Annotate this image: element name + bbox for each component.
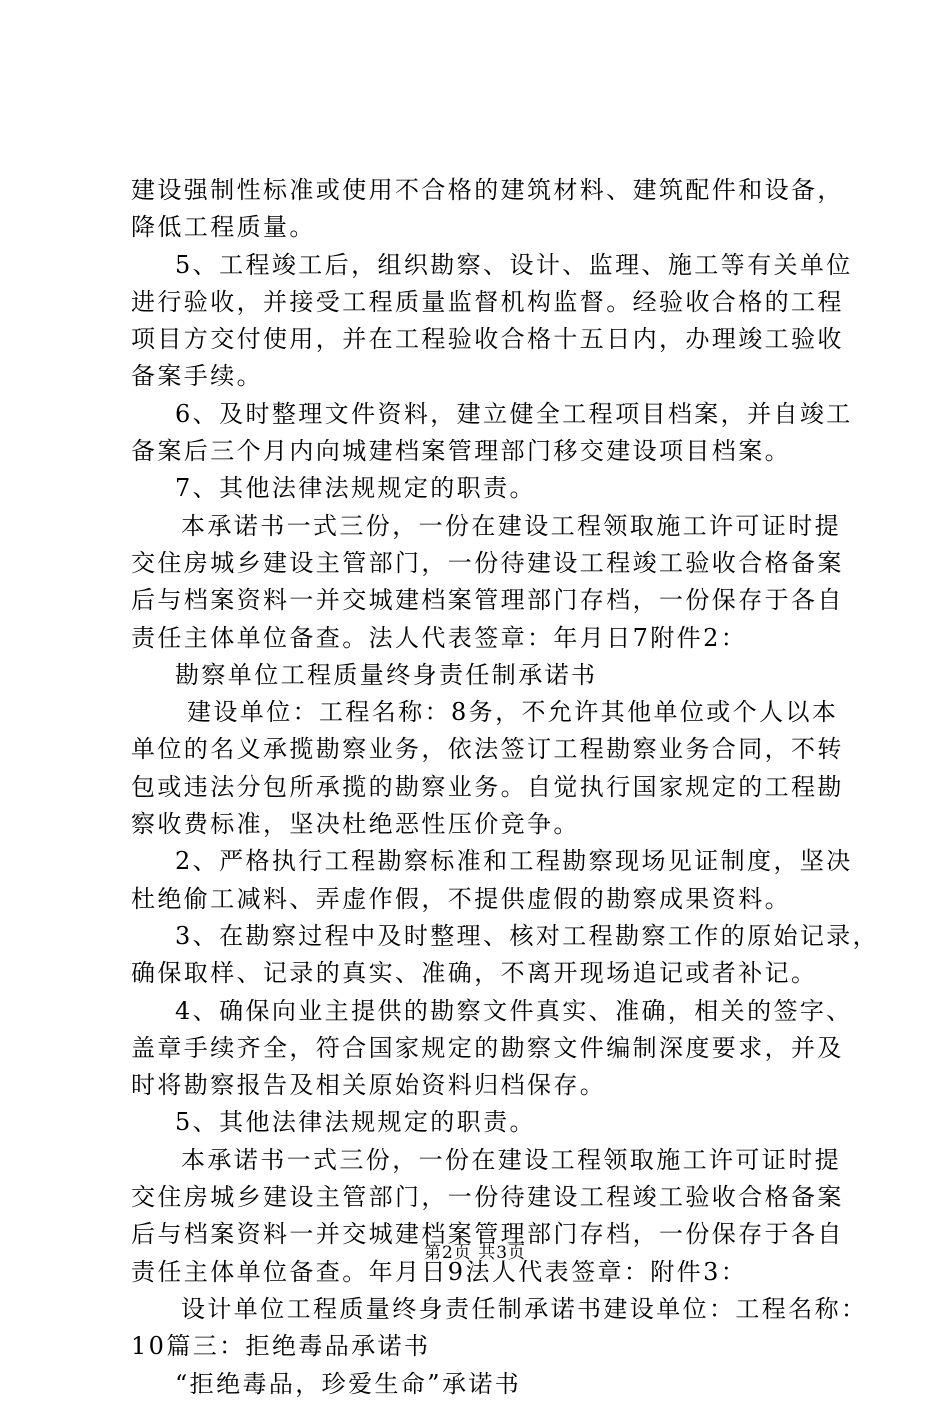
text-line: 项目方交付使用，并在工程验收合格十五日内，办理竣工验收	[131, 325, 844, 354]
text-line: 时将勘察报告及相关原始资料归档保存。	[131, 1071, 607, 1100]
text-line: 后与档案资料一并交城建档案管理部门存档，一份保存于各自	[131, 586, 844, 615]
text-line: 备案手续。	[131, 362, 263, 391]
text-line: 交住房城乡建设主管部门，一份待建设工程竣工验收合格备案	[131, 1183, 844, 1212]
text-line: 确保取样、记录的真实、准确，不离开现场追记或者补记。	[131, 959, 818, 988]
document-body	[131, 172, 880, 1403]
text-line: 责任主体单位备查。法人代表签章：年月日7附件2：	[131, 623, 748, 652]
text-line: 5、其他法律法规规定的职责。	[175, 1108, 536, 1137]
text-line: 4、确保向业主提供的勘察文件真实、准确，相关的签字、	[175, 996, 853, 1025]
text-line: 本承诺书一式三份，一份在建设工程领取施工许可证时提	[181, 1145, 841, 1174]
text-line: 责任主体单位备查。年月日9法人代表签章：附件3：	[131, 1257, 748, 1286]
text-line: 3、在勘察过程中及时整理、核对工程勘察工作的原始记录，	[175, 921, 880, 950]
text-line: 5、工程竣工后，组织勘察、设计、监理、施工等有关单位	[175, 250, 853, 279]
text-line: 进行验收，并接受工程质量监督机构监督。经验收合格的工程	[131, 287, 844, 316]
text-line: 单位的名义承揽勘察业务，依法签订工程勘察业务合同，不转	[131, 735, 844, 764]
text-line: 降低工程质量。	[131, 213, 316, 242]
text-line: 建设强制性标准或使用不合格的建筑材料、建筑配件和设备，	[131, 176, 844, 204]
text-line: 设计单位工程质量终身责任制承诺书建设单位：工程名称：	[181, 1294, 868, 1323]
text-line: 交住房城乡建设主管部门，一份待建设工程竣工验收合格备案	[131, 548, 844, 577]
text-line: 备案后三个月内向城建档案管理部门移交建设项目档案。	[131, 437, 791, 466]
page-footer	[0, 1242, 950, 1264]
text-line: 2、严格执行工程勘察标准和工程勘察现场见证制度，坚决	[175, 847, 853, 876]
text-line: 盖章手续齐全，符合国家规定的勘察文件编制深度要求，并及	[131, 1033, 844, 1062]
text-line: 建设单位：工程名称：8务，不允许其他单位或个人以本	[187, 698, 839, 727]
text-line: 后与档案资料一并交城建档案管理部门存档，一份保存于各自	[131, 1220, 844, 1249]
text-line: 6、及时整理文件资料，建立健全工程项目档案，并自竣工	[175, 399, 853, 428]
text-line: 本承诺书一式三份，一份在建设工程领取施工许可证时提	[181, 511, 841, 540]
text-line: 7、其他法律法规规定的职责。	[175, 474, 536, 503]
text-line: 包或违法分包所承揽的勘察业务。自觉执行国家规定的工程勘	[131, 772, 844, 801]
page-number: 第2页 共3页	[423, 1243, 527, 1263]
text-line: “拒绝毒品，珍爱生命”承诺书	[175, 1369, 522, 1398]
text-line: 杜绝偷工减料、弄虚作假，不提供虚假的勘察成果资料。	[131, 884, 791, 913]
text-line: 10篇三：拒绝毒品承诺书	[131, 1332, 431, 1361]
text-line: 察收费标准，坚决杜绝恶性压价竞争。	[131, 810, 580, 839]
text-line: 勘察单位工程质量终身责任制承诺书	[175, 660, 598, 689]
